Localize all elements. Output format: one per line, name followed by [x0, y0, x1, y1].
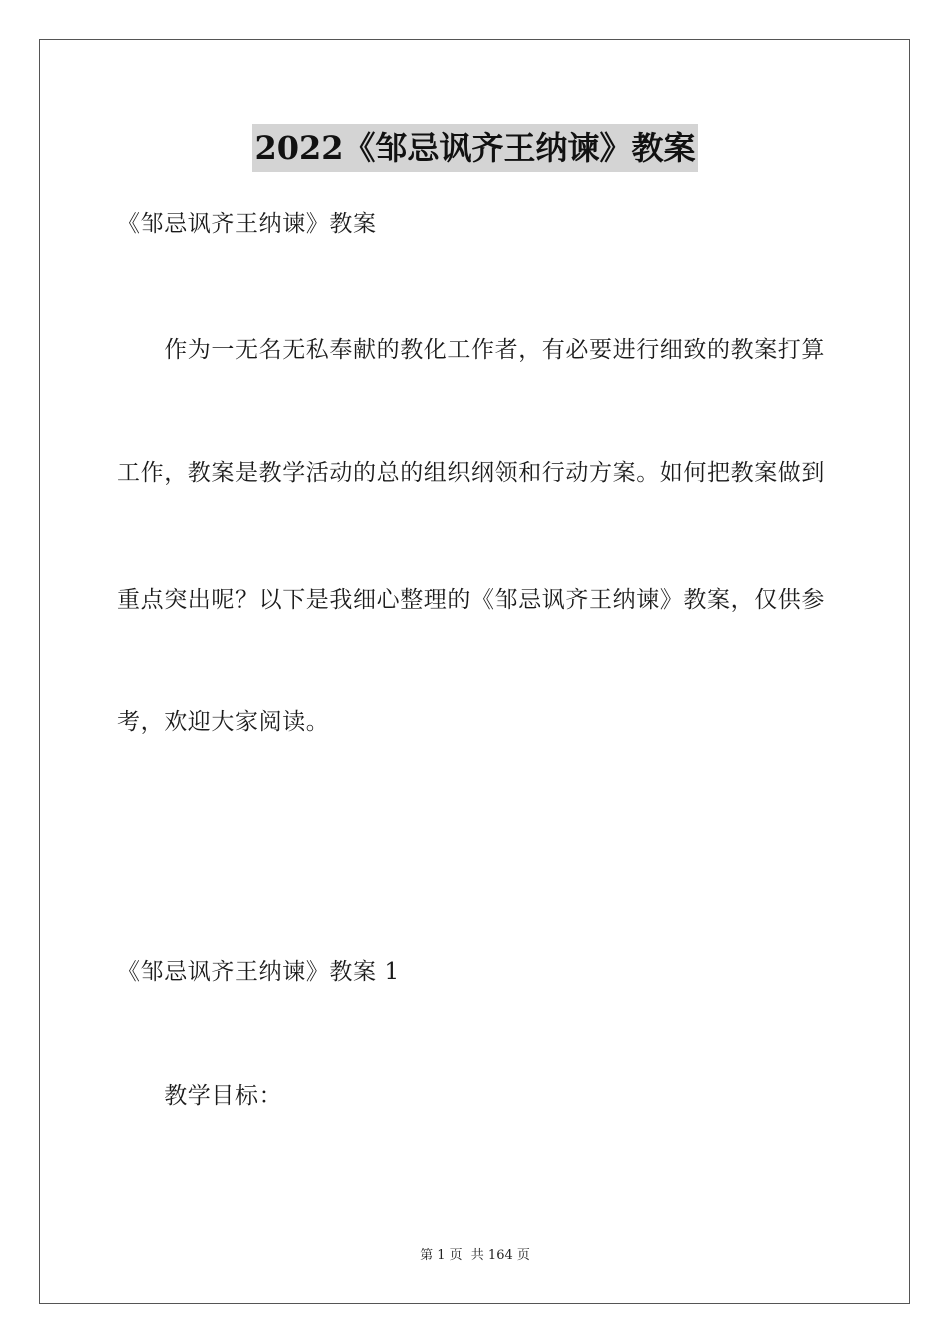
total-pages: 共 164 页 — [470, 1248, 530, 1263]
document-title: 2022《邹忌讽齐王纳谏》教案 — [252, 124, 697, 172]
paragraph-line-4: 考，欢迎大家阅读。 — [117, 709, 330, 735]
section-heading: 《邹忌讽齐王纳谏》教案 1 — [117, 959, 400, 985]
page-number: 第 1 页 — [420, 1248, 463, 1263]
page-footer — [0, 1247, 950, 1265]
paragraph-line-1: 作为一无名无私奉献的教化工作者，有必要进行细致的教案打算 — [117, 337, 825, 363]
paragraph-line-3: 重点突出呢？以下是我细心整理的《邹忌讽齐王纳谏》教案，仅供参 — [117, 587, 825, 613]
paragraph-line-2: 工作，教案是教学活动的总的组织纲领和行动方案。如何把教案做到 — [117, 460, 825, 486]
teaching-goals-label: 教学目标： — [117, 1083, 283, 1109]
subtitle-line: 《邹忌讽齐王纳谏》教案 — [117, 211, 377, 237]
title-container — [0, 124, 950, 172]
